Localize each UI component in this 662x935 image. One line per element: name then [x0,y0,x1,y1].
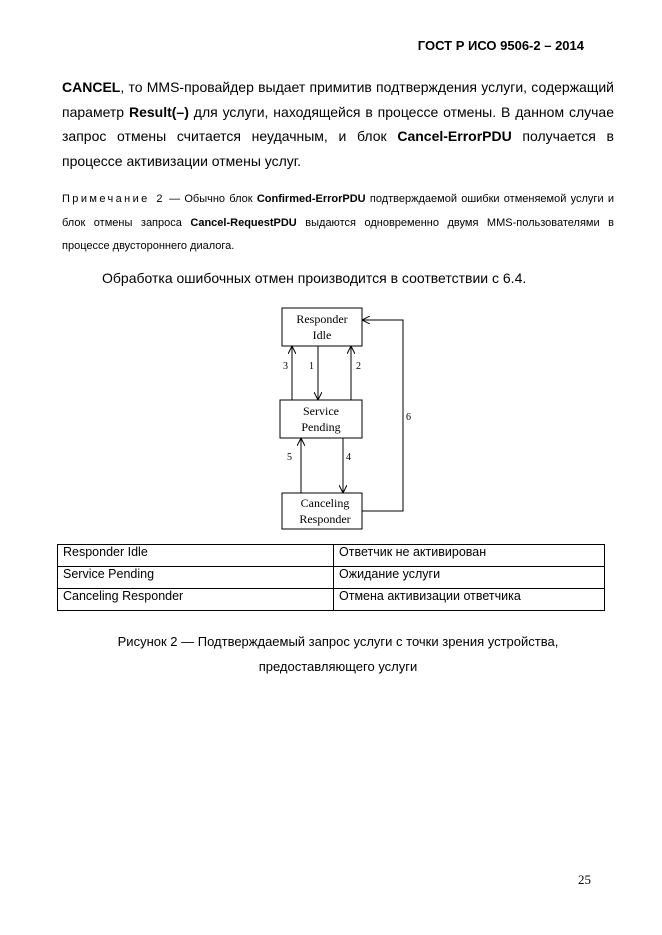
transition-label-1: 1 [309,361,314,372]
table-row [58,567,605,589]
state-diagram [272,300,432,532]
state-label: Pending [301,420,341,434]
table-row [58,589,605,611]
figure-caption [62,629,614,679]
transition-label-4: 4 [346,452,351,463]
result-term: Result(–) [128,103,189,120]
state-label: Service [303,404,339,418]
paragraph-text: для услуги, находящейся в процессе отмены. В данном случае запрос отмены считается неудачным, и блок [62,103,614,144]
caption-line: предоставляющего услуги [258,659,418,674]
note-paragraph [62,188,614,259]
state-label: Canceling [300,496,350,510]
note-label: Примечание 2 [62,193,165,205]
body-paragraph-2: Обработка ошибочных отмен производится в соответствии с 6.4. [102,270,527,286]
cancel-errorpdu-term: Cancel-ErrorPDU [397,128,512,144]
state-label: Idle [312,328,332,342]
legend-term: Responder Idle [58,545,334,567]
legend-translation: Отмена активизации ответчика [334,589,605,611]
state-canceling-responder [282,493,362,529]
cancel-term: CANCEL [62,79,121,95]
state-label: Responder [296,312,348,326]
paragraph-text: , то MMS-провайдер выдает примитив подтверждения услуги, содержащий параметр [62,79,614,120]
transition-label-2: 2 [356,361,361,372]
legend-translation: Ожидание услуги [334,567,605,589]
document-header: ГОСТ Р ИСО 9506-2 – 2014 [417,38,584,53]
transition-label-3: 3 [283,361,288,372]
transition-arrow-6 [362,320,403,511]
page-number: 25 [578,872,591,887]
note-text: выдаются одновременно двумя MMS-пользователями в процессе двустороннего диалога. [62,216,614,252]
body-paragraph [62,75,614,173]
note-text: — Обычно блок [164,193,257,205]
transition-label-5: 5 [287,452,292,463]
paragraph-text: получается в процессе активизации отмены услуг. [62,128,614,169]
state-label: Responder [299,512,351,526]
state-responder-idle [282,308,362,346]
table-row [58,545,605,567]
legend-term: Service Pending [58,567,334,589]
legend-term: Canceling Responder [58,589,334,611]
caption-line: Рисунок 2 — Подтверждаемый запрос услуги с точки зрения устройства, [117,634,559,649]
confirmed-errorpdu-term: Confirmed-ErrorPDU [256,193,366,205]
note-text: подтверждаемой ошибки отменяемой услуги и блок отмены запроса [62,193,614,229]
transition-label-6: 6 [406,412,411,423]
state-service-pending [280,400,362,438]
legend-translation: Ответчик не активирован [334,545,605,567]
legend-table [57,544,605,611]
cancel-requestpdu-term: Cancel-RequestPDU [190,216,297,229]
